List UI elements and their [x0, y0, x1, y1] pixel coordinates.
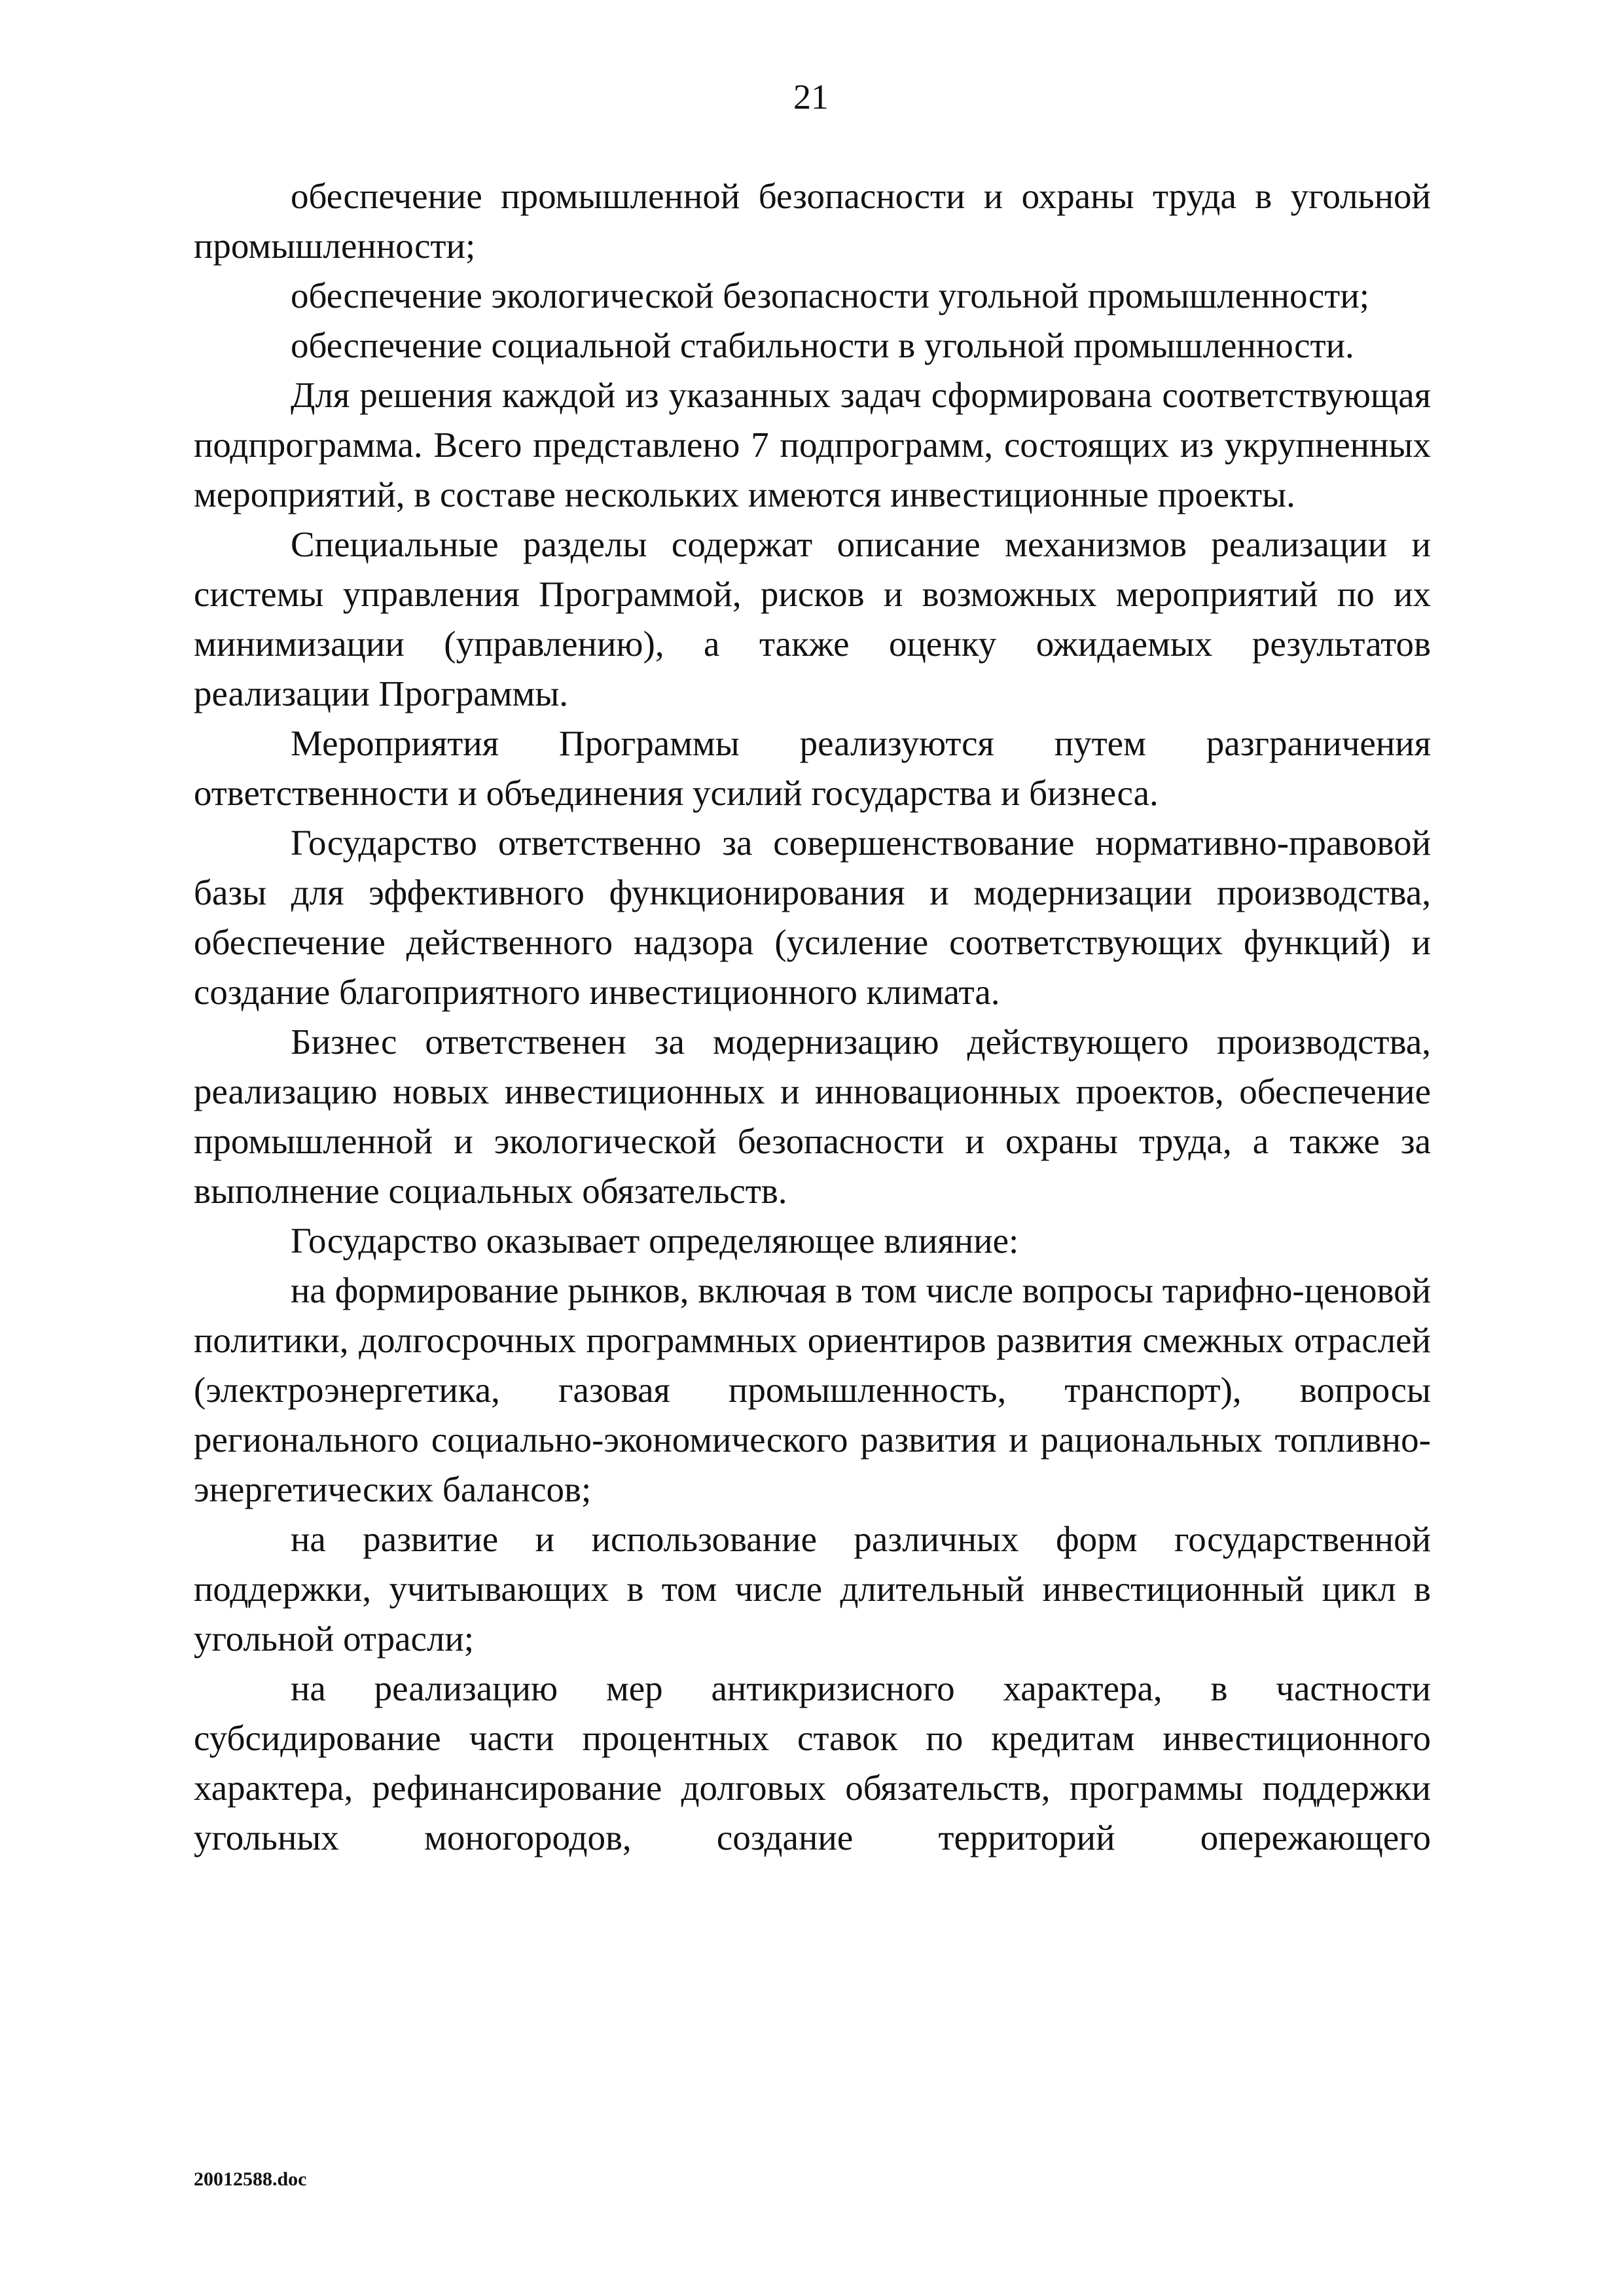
- paragraph-anticrisis-measures: на реализацию мер антикризисного характера, в частности субсидирование части процентных ставок по кредитам инвестиционного характера, рефинансирование долговых обязательств, программы поддержки угольных моногородов, создание территорий опережающего: [194, 1668, 1431, 1857]
- paragraph-state-support: на развитие и использование различных форм государственной поддержки, учитывающих в том числе длительный инвестиционный цикл в угольной отрасли;: [194, 1519, 1431, 1659]
- document-body: [194, 171, 1431, 1863]
- paragraph-special-sections: Специальные разделы содержат описание механизмов реализации и системы управления Программой, рисков и возможных мероприятий по их минимизации (управлению), а также оценку ожидаемых результатов реализации Программы.: [194, 524, 1431, 713]
- paragraph-state-responsibility: Государство ответственно за совершенствование нормативно-правовой базы для эффективного функционирования и модернизации производства, обеспечение действенного надзора (усиление соответствующих функций) и создание благоприятного инвестиционного климата.: [194, 823, 1431, 1012]
- page-number: 21: [793, 77, 829, 117]
- paragraph-market-formation: на формирование рынков, включая в том числе вопросы тарифно-ценовой политики, долгосрочных программных ориентиров развития смежных отраслей (электроэнергетика, газовая промышленность, транспорт), вопросы регионального социально-экономического развития и рациональных топливно-энергетических балансов;: [194, 1270, 1431, 1509]
- paragraph-ecological-safety: обеспечение экологической безопасности угольной промышленности;: [291, 276, 1370, 315]
- paragraph-program-measures: Мероприятия Программы реализуются путем разграничения ответственности и объединения усилий государства и бизнеса.: [194, 723, 1431, 813]
- paragraph-industrial-safety: обеспечение промышленной безопасности и охраны труда в угольной промышленности;: [194, 176, 1431, 266]
- paragraph-social-stability: обеспечение социальной стабильности в угольной промышленности.: [291, 325, 1354, 365]
- paragraph-business-responsibility: Бизнес ответственен за модернизацию действующего производства, реализацию новых инвестиционных и инновационных проектов, обеспечение промышленной и экологической безопасности и охраны труда, а также за выполнение социальных обязательств.: [194, 1022, 1431, 1211]
- paragraph-state-influence: Государство оказывает определяющее влияние:: [291, 1221, 1019, 1261]
- paragraph-subprograms: Для решения каждой из указанных задач сформирована соответствующая подпрограмма. Всего представлено 7 подпрограмм, состоящих из укрупненных мероприятий, в составе нескольких имеются инвестиционные проекты.: [194, 375, 1431, 514]
- document-file-name: 20012588.doc: [194, 2168, 307, 2190]
